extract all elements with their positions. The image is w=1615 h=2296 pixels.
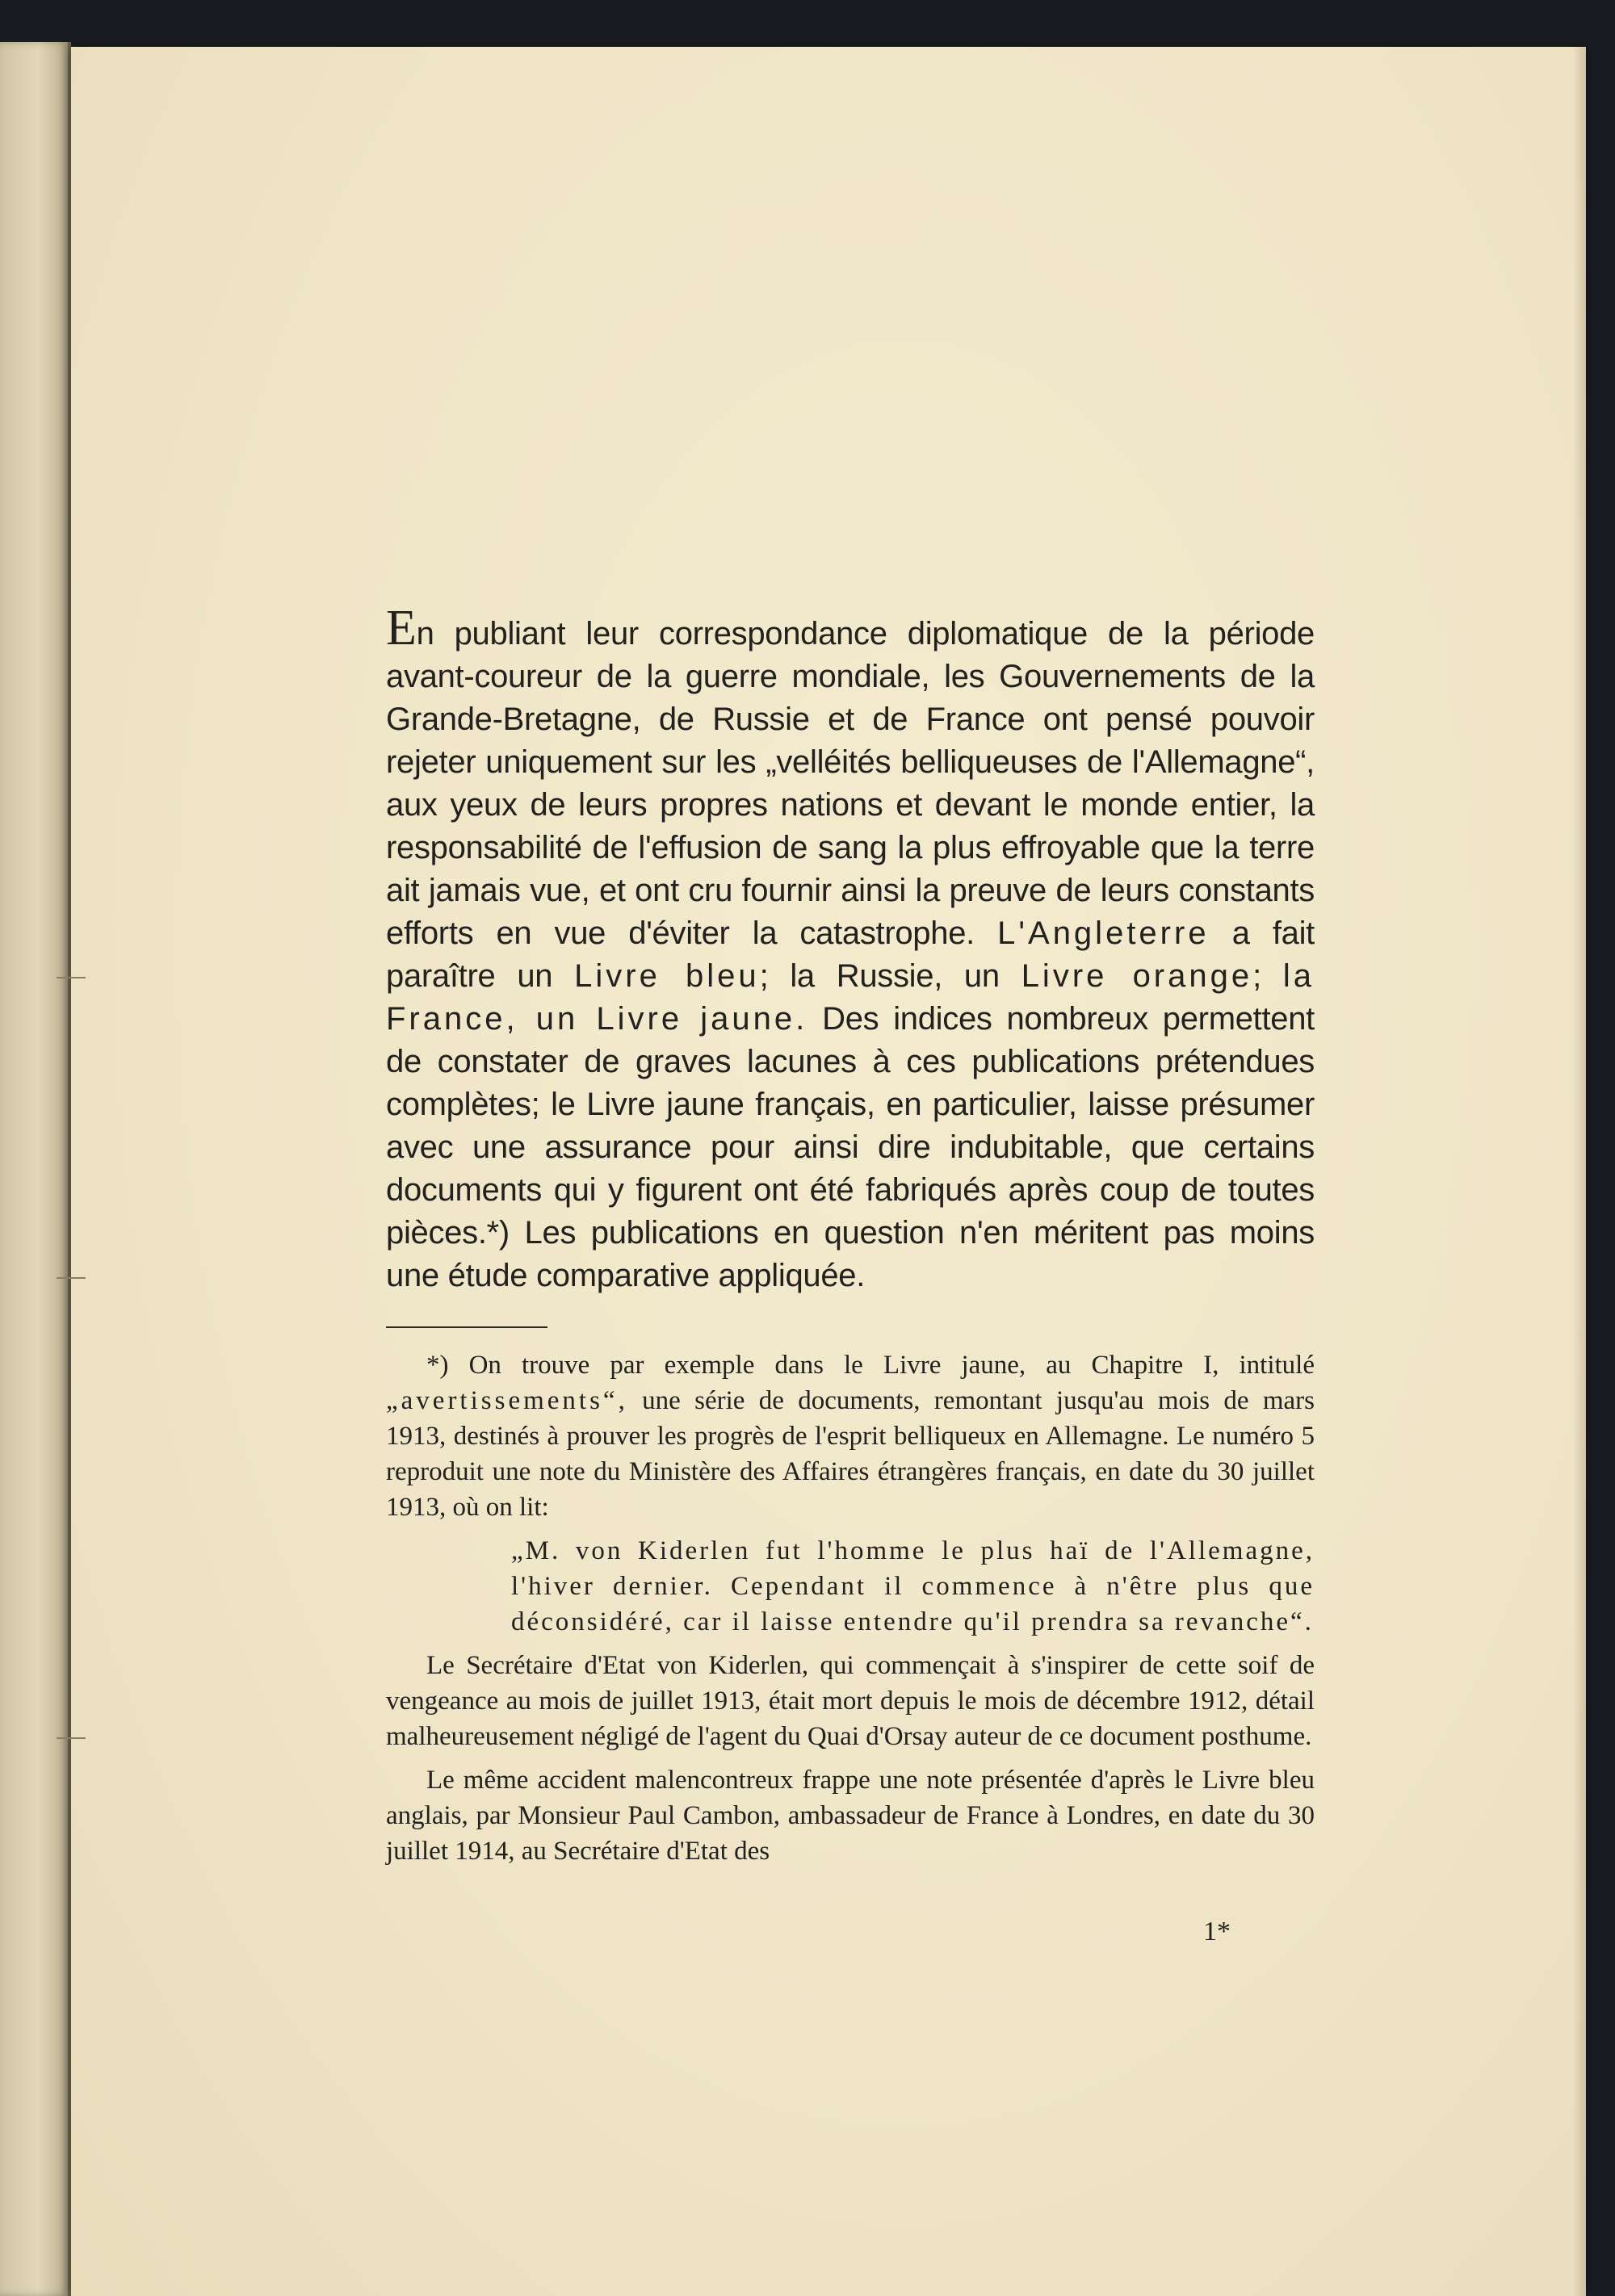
footnote-rule [386,1326,547,1328]
left-page-edge [0,42,69,2296]
footnote-1b: une série de documents, remontant jusqu'au mois de mars 1913, destinés à prouver les progrès de l'esprit belliqueux en Allemagne. Le numéro 5 reproduit une note du Ministère des Affaires étrangères français, en date du 30 juillet 1913, où on lit: [386,1386,1315,1522]
main-paragraph [386,601,1315,1297]
main-text-part1: n publiant leur correspondance diplomatique de la période avant-coureur de la guerre mondiale, les Gouvernements de la Grande-Bretagne, de Russie et de France ont pensé pouvoir rejeter uniquement sur les „velléités belliqueuses de l'Allemagne“, aux yeux de leurs propres nations et devant le monde entier, la responsabilité de l'effusion de sang la plus effroyable que la terre ait jamais vue, et ont cru fournir ainsi la preuve de leurs constants efforts en vue d'éviter la catastrophe. [386,616,1315,951]
footnote-quote: „M. von Kiderlen fut l'homme le plus haï de l'Allemagne, l'hiver dernier. Cependant il commence à n'être plus que déconsidéré, car il laisse entendre qu'il prendra sa revanche“. [511,1536,1315,1636]
main-text-part5: Des indices nombreux permettent de constater de graves lacunes à ces publications prétendues complètes; le Livre jaune français, en particulier, laisse présumer avec une assurance pour ainsi dire indubitable, que certains documents qui y figurent ont été fabriqués après coup de toutes pièces.*) Les publications en question n'en méritent pas moins une étude comparative appliquée. [386,1001,1315,1293]
edge-tick-mark [57,1277,86,1279]
page-edge-shadow [1573,47,1586,2296]
footnote-paragraph-1 [386,1347,1315,1525]
edge-tick-mark [57,1737,86,1739]
main-text-livre-bleu: Livre bleu [574,958,760,994]
footnote-paragraph-2: Le Secrétaire d'Etat von Kiderlen, qui commençait à s'inspirer de cette soif de vengeance au mois de juillet 1913, était mort depuis le mois de décembre 1912, détail malheureusement négligé de l'agent du Quai d'Orsay auteur de ce document posthume. [386,1651,1315,1751]
footnote-avertissements: „avertissements“, [386,1386,628,1415]
main-text-part2: a fait paraître un [386,915,1315,994]
main-text-livre-orange: Livre orange [1021,958,1253,994]
initial-letter: E [386,601,417,656]
main-text-part4: ; [1252,958,1261,994]
main-text-angleterre: L'Angleterre [997,915,1210,951]
signature-mark: 1* [1203,1917,1231,1946]
footnote-paragraph-3: Le même accident malencontreux frappe une note présentée d'après le Livre bleu anglais, par Monsieur Paul Cambon, ambassadeur de France à Londres, en date du 30 juillet 1914, au Secrétaire d'Etat des [386,1766,1315,1866]
footnote-1a: *) On trouve par exemple dans le Livre jaune, au Chapitre I, intitulé [426,1351,1315,1380]
edge-tick-mark [57,977,86,978]
book-page [71,47,1586,2296]
text-block [386,601,1315,1877]
main-text-la-france: la France, un Livre jaune. [386,958,1315,1037]
main-text-part3: ; la Russie, un [759,958,1000,994]
